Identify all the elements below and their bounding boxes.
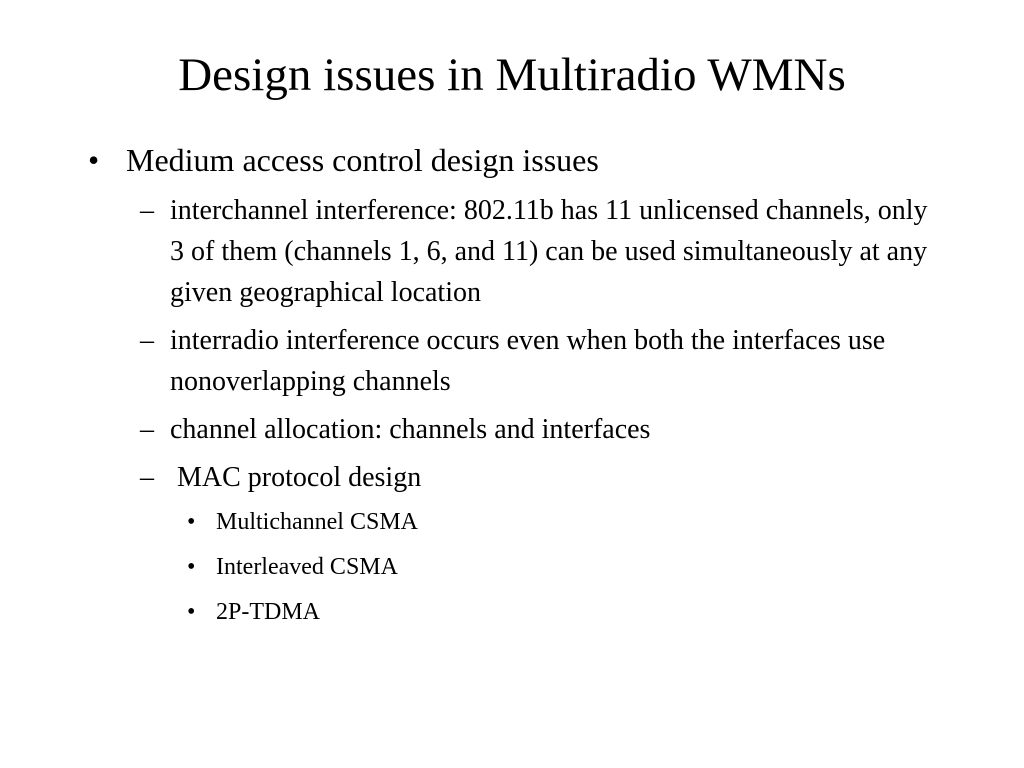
bullet-text: Interleaved CSMA xyxy=(216,554,398,580)
bullet-dash-icon: – xyxy=(140,325,154,356)
slide-title: Design issues in Multiradio WMNs xyxy=(178,49,846,101)
bullet-text: interchannel interference: 802.11b has 11 unlicensed channels, only 3 of them (channels 1, 6, and 11) can be used simultaneously at any given geographical location xyxy=(170,195,928,308)
bullet-level2 xyxy=(88,320,948,402)
bullet-level2 xyxy=(88,409,948,450)
bullet-dot-icon: • xyxy=(88,142,100,178)
bullet-text: MAC protocol design xyxy=(170,462,422,493)
bullet-text: Medium access control design issues xyxy=(126,142,599,178)
bullet-level3 xyxy=(88,595,948,629)
bullet-level2 xyxy=(88,190,948,313)
bullet-text: interradio interference occurs even when both the interfaces use nonoverlapping channels xyxy=(170,325,886,397)
bullet-level3 xyxy=(88,505,948,539)
bullet-dash-icon: – xyxy=(140,414,154,445)
bullet-text: 2P-TDMA xyxy=(216,599,321,625)
bullet-level2 xyxy=(88,457,948,498)
bullet-dot-icon: • xyxy=(187,599,196,625)
bullet-level1 xyxy=(88,140,948,180)
bullet-dot-icon: • xyxy=(187,554,196,580)
bullet-level3 xyxy=(88,550,948,584)
bullet-text: channel allocation: channels and interfaces xyxy=(170,414,651,445)
bullet-text: Multichannel CSMA xyxy=(216,509,418,535)
bullet-dash-icon: – xyxy=(140,195,154,226)
slide-body xyxy=(88,140,948,640)
bullet-dash-icon: – xyxy=(140,462,154,493)
bullet-dot-icon: • xyxy=(187,509,196,535)
